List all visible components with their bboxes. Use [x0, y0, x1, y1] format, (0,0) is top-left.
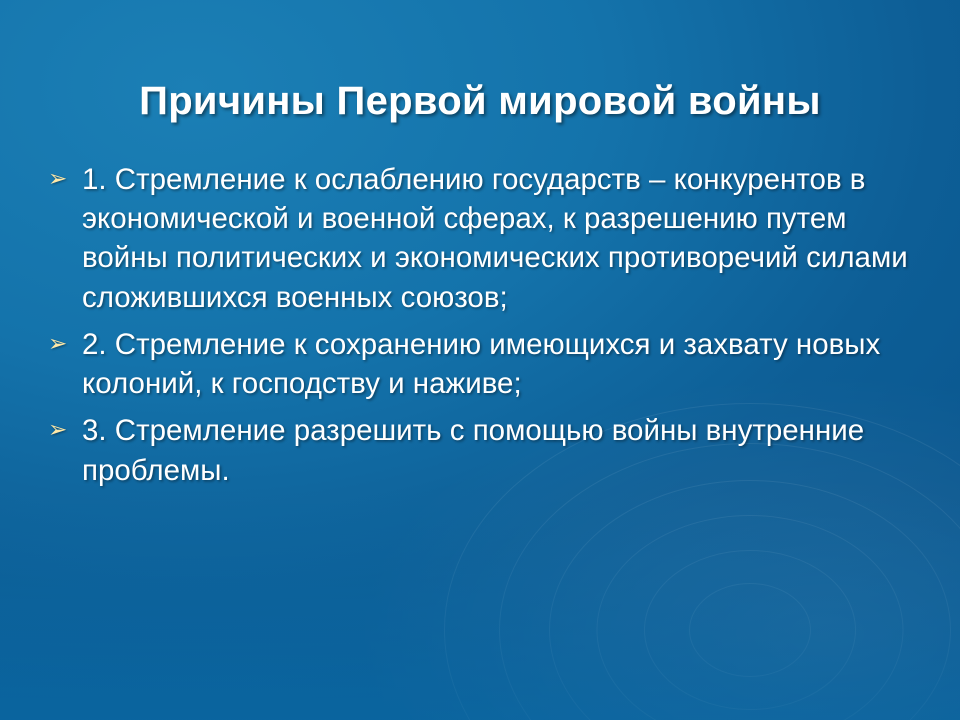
arrowhead-bullet-icon: ➢ — [48, 165, 68, 191]
list-item — [48, 160, 922, 317]
list-item — [48, 325, 922, 403]
list-item — [48, 411, 922, 489]
arrowhead-bullet-icon: ➢ — [48, 416, 68, 443]
ring-4 — [549, 480, 951, 720]
list-item-text: 1. Стремление к ослаблению государств – конкурентов в экономической и военной сферах, к разрешению путем войны политических и экономических противоречий силами сложившихся военных союзов; — [82, 163, 908, 314]
ring-2 — [644, 550, 856, 710]
bullet-list — [48, 160, 922, 498]
list-item-text: 2. Стремление к сохранению имеющихся и захвату новых колоний, к господству и наживе; — [82, 327, 881, 401]
arrowhead-bullet-icon: ➢ — [48, 329, 68, 356]
slide-title: Причины Первой мировой войны — [139, 78, 821, 123]
list-item-text: 3. Стремление разрешить с помощью войны внутренние проблемы. — [82, 414, 865, 487]
ring-1 — [689, 583, 811, 677]
ring-3 — [597, 515, 904, 720]
bottom-glow — [0, 490, 960, 720]
